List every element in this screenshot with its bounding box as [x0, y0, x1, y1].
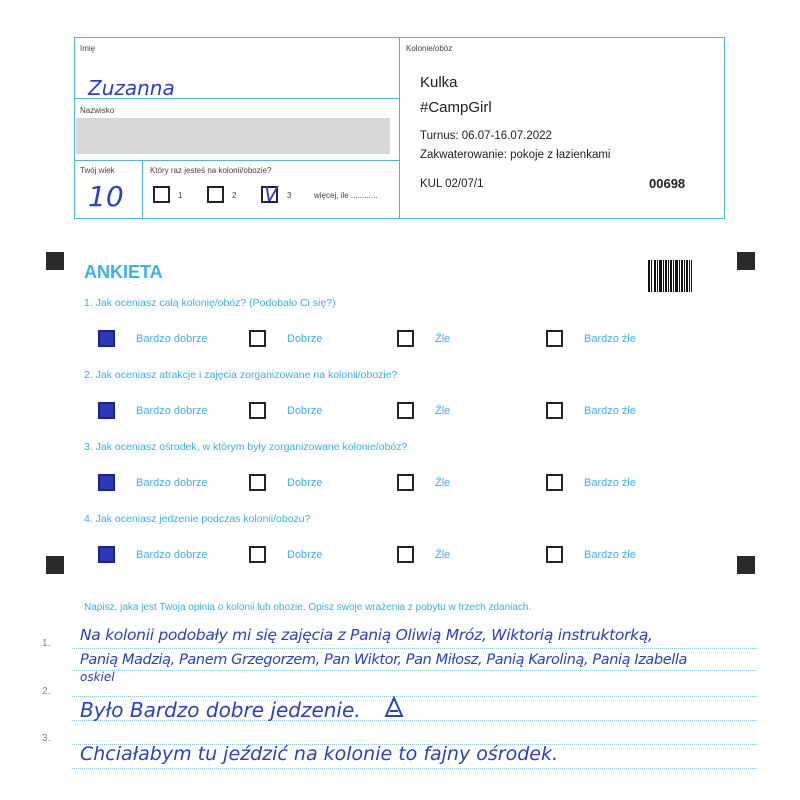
q1-option-bardzo-zle-checkbox[interactable]: [546, 330, 563, 347]
q3-option-bardzo-dobrze: Bardzo dobrze: [136, 477, 208, 489]
q3-option-bardzo-zle: Bardzo źle: [584, 477, 636, 489]
q4-option-dobrze-checkbox[interactable]: [249, 546, 266, 563]
header-divider-vertical: [399, 37, 400, 219]
camp-code: KUL 02/07/1: [420, 178, 484, 190]
q2-option-bardzo-zle-checkbox[interactable]: [546, 402, 563, 419]
q4-option-dobrze: Dobrze: [287, 549, 323, 561]
ktory-raz-option-3: 3: [287, 191, 292, 200]
ktory-raz-label: Który raz jesteś na kolonii/obozie?: [150, 166, 272, 175]
question-2: 2. Jak oceniasz atrakcje i zajęcia zorganizowane na kolonii/obozie?: [84, 369, 398, 381]
kolonie-label: Kolonie/obóz: [406, 44, 453, 53]
question-3: 3. Jak oceniasz ośrodek, w którym były zorganizowane kolonie/obóz?: [84, 441, 408, 453]
question-4: 4. Jak oceniasz jedzenie podczas kolonii/obozu?: [84, 513, 311, 525]
zakwaterowanie: Zakwaterowanie: pokoje z łazienkami: [420, 149, 611, 161]
registration-marker: [737, 556, 755, 574]
registration-marker: [46, 252, 64, 270]
q3-option-dobrze-checkbox[interactable]: [249, 474, 266, 491]
q1-option-dobrze: Dobrze: [287, 333, 323, 345]
answer-2[interactable]: Było Bardzo dobre jedzenie.: [80, 698, 361, 722]
q4-option-bardzo-dobrze-checkbox[interactable]: [98, 546, 115, 563]
turnus: Turnus: 06.07-16.07.2022: [420, 130, 552, 142]
doodle-icon: [384, 696, 404, 718]
q2-option-dobrze: Dobrze: [287, 405, 323, 417]
header-divider-age: [74, 160, 400, 161]
form-number: 00698: [649, 176, 686, 191]
answer-line: [72, 768, 757, 769]
line-number-2: 2.: [42, 686, 51, 697]
ktory-raz-checkbox-3[interactable]: [261, 182, 278, 206]
answer-1-line-a[interactable]: Na kolonii podobały mi się zajęcia z Panią Oliwią Mróz, Wiktorią instruktorką,: [80, 626, 653, 644]
nazwisko-redacted: [76, 118, 390, 154]
answer-line: [72, 670, 757, 671]
registration-marker: [46, 556, 64, 574]
q4-option-bardzo-zle: Bardzo źle: [584, 549, 636, 561]
wiek-label: Twój wiek: [80, 166, 115, 175]
opinion-prompt: Napisz, jaka jest Twoja opinia o kolonii lub obozie. Opisz swoje wrażenia z pobytu w trzech zdaniach.: [84, 602, 532, 613]
imie-label: Imię: [80, 44, 96, 53]
answer-line: [72, 648, 757, 649]
question-1: 1. Jak oceniasz całą kolonię/obóz? (Podobało Ci się?): [84, 297, 336, 309]
q1-option-dobrze-checkbox[interactable]: [249, 330, 266, 347]
q1-option-zle-checkbox[interactable]: [397, 330, 414, 347]
camp-tag: #CampGirl: [420, 99, 492, 116]
line-number-3: 3.: [42, 733, 51, 744]
imie-value[interactable]: Zuzanna: [88, 76, 175, 100]
q2-option-dobrze-checkbox[interactable]: [249, 402, 266, 419]
q3-option-bardzo-zle-checkbox[interactable]: [546, 474, 563, 491]
q4-option-zle: Źle: [435, 549, 451, 561]
answer-1-line-c[interactable]: oskiel: [80, 670, 115, 684]
answer-1-line-b[interactable]: Panią Madzią, Panem Grzegorzem, Pan Wiktor, Pan Miłosz, Panią Karoliną, Panią Izabella: [80, 652, 687, 668]
q2-option-bardzo-dobrze: Bardzo dobrze: [136, 405, 208, 417]
check-mark-icon: V: [264, 182, 278, 206]
ktory-raz-checkbox-1[interactable]: [153, 186, 170, 203]
answer-3[interactable]: Chciałabym tu jeździć na kolonie to fajny ośrodek.: [80, 743, 559, 765]
q2-option-bardzo-zle: Bardzo źle: [584, 405, 636, 417]
registration-marker: [737, 252, 755, 270]
ktory-raz-option-2: 2: [232, 191, 237, 200]
q1-option-bardzo-dobrze: Bardzo dobrze: [136, 333, 208, 345]
q3-option-bardzo-dobrze-checkbox[interactable]: [98, 474, 115, 491]
q2-option-bardzo-dobrze-checkbox[interactable]: [98, 402, 115, 419]
ktory-raz-checkbox-2[interactable]: [207, 186, 224, 203]
q4-option-bardzo-dobrze: Bardzo dobrze: [136, 549, 208, 561]
header-divider-age-col: [142, 160, 143, 219]
q4-option-bardzo-zle-checkbox[interactable]: [546, 546, 563, 563]
survey-title: ANKIETA: [84, 262, 163, 282]
q3-option-dobrze: Dobrze: [287, 477, 323, 489]
wiek-value[interactable]: 10: [88, 180, 124, 213]
q3-option-zle-checkbox[interactable]: [397, 474, 414, 491]
ktory-raz-option-more: więcej, ile ............: [314, 191, 378, 200]
barcode-icon: [648, 260, 692, 292]
answer-line: [72, 696, 757, 697]
q1-option-zle: Źle: [435, 333, 451, 345]
ktory-raz-option-1: 1: [178, 191, 183, 200]
q1-option-bardzo-dobrze-checkbox[interactable]: [98, 330, 115, 347]
camp-name: Kulka: [420, 74, 458, 91]
nazwisko-label: Nazwisko: [80, 106, 115, 115]
line-number-1: 1.: [42, 638, 51, 649]
q2-option-zle: Źle: [435, 405, 451, 417]
q1-option-bardzo-zle: Bardzo źle: [584, 333, 636, 345]
q2-option-zle-checkbox[interactable]: [397, 402, 414, 419]
q3-option-zle: Źle: [435, 477, 451, 489]
q4-option-zle-checkbox[interactable]: [397, 546, 414, 563]
